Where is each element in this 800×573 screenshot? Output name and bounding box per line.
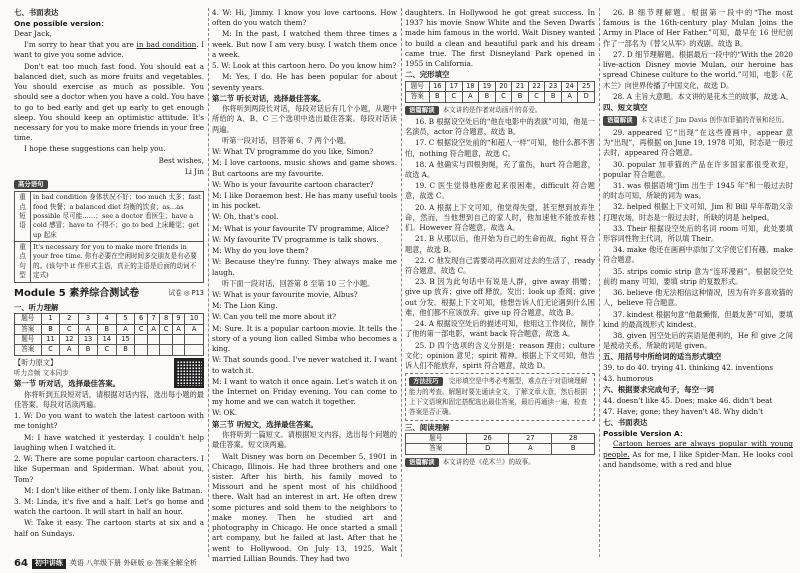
table-cell: 19	[479, 81, 496, 91]
text-line: W: OK.	[212, 408, 238, 418]
text-line: 25. D 四个选项的含义分别是：reason 理由；culture 文化；opinion 意见；spirit 精神。根据上下文可知，他告诉人们不能放弃，spirit 符合题意，故选 D。	[405, 340, 595, 370]
table-cell: C	[446, 92, 463, 102]
table-cell: 题号	[406, 81, 430, 91]
answer-table	[405, 433, 595, 455]
table-cell: B	[97, 324, 116, 334]
table-cell: B	[512, 92, 529, 102]
phrase-text: in bad condition 身体状况不好；too much 太多；fast food 快餐；a balanced diet 均衡的饮食；as…as possible 尽可能……；see a doctor 看医生；have a cold 感冒；have to 不得不；go to bed 上床睡觉；get up 起床	[31, 192, 204, 242]
essay-paragraph: Cartoon heroes are always popular with young people. As for me, I like Spider-Man. He looks cool and handsome, with a red and blue	[603, 439, 793, 469]
part-heading: 第一节 听对话，选择最佳答案。	[14, 379, 121, 389]
dialogue-line: W: Take it easy. The cartoon starts at six and a half on Sundays.	[14, 518, 204, 538]
text-line: W: Who is your favourite cartoon character?	[212, 179, 374, 189]
table-cell: 14	[97, 334, 116, 344]
text-line: 19. C 医生觉得他痊愈起来很困难，difficult 符合题意，故选 C。	[405, 181, 595, 201]
table-cell: 20	[495, 81, 512, 91]
section-heading: 四、短文填空	[603, 102, 648, 112]
section-heading: 七、书面表达	[14, 8, 59, 17]
table-cell: 题号	[15, 334, 42, 344]
answer-table	[14, 313, 204, 355]
table-cell: B	[545, 92, 562, 102]
explanation-list	[603, 8, 793, 102]
table-cell: B	[116, 345, 135, 355]
text-line: 16. B 根据设空处后的“他在电影中的表演”可知，他是一名演员，actor 符合题意，故选 B。	[405, 116, 595, 137]
text-line: 20. A 根据上下文可知，他觉得失望，甚至想到放弃生命，然而，当他想到自己的家人时，他加速他不能放弃他们。However 符合题意，故选 A。	[405, 202, 595, 233]
table-cell: 5	[116, 314, 135, 324]
table-row	[406, 92, 595, 102]
text-line: W: What TV programme do you like, Simon?	[212, 147, 374, 157]
table-cell: D	[578, 92, 595, 102]
page-footer	[14, 557, 197, 571]
greeting: Dear Jack,	[14, 29, 52, 39]
table-cell: 11	[41, 334, 60, 344]
table-cell: 22	[528, 81, 545, 91]
text-line: M: Why do you love them?	[212, 246, 309, 256]
table-cell: 28	[552, 434, 595, 444]
column-divider	[208, 8, 209, 557]
table-row	[15, 242, 204, 282]
text-line: 24. A 根据设空处后的描述可知，他用这工作岗位，制作了他的第一部电影，want back 符合题意，故选 A。	[405, 319, 595, 339]
instruction: 你将听到一篇短文。请根据短文内容，选出每个问题的最佳答案。短文读两遍。	[212, 430, 397, 450]
brand-label: 初中讲练	[32, 559, 66, 569]
instruction: 你将听到两段长对话，每段对话后有几个小题，从题中所给的 A、B、C 三个选项中选出最佳答案。每段对话读两遍。	[212, 104, 397, 134]
dialogue-block	[212, 290, 397, 419]
section-heading: 七、书面表达	[603, 418, 648, 428]
passage-text: Walt Disney was born on December 5, 1901 in Chicago, Illinois. He had three brothers and one sister. After his birth, his family moved to Missouri and he spent most of his childhood there. Walt had an interest in art. He often drew some pictures and sold them to the neighbors to make money. Then he studied art and photography in Chicago. He once started a small art company, but he failed at last. After that he went to Hollywood. On July 13, 1925, Walt married Lillian Bounds. They had two	[212, 451, 397, 563]
instruction: 听第一段对话，回答第 6、7 两个小题。	[222, 135, 351, 145]
table-cell: C	[135, 324, 148, 334]
tip-tag: 方法技巧	[409, 377, 443, 386]
text-line: 30. popular 加菲猫的产品在许多国家都很受欢迎，popular 符合题意。	[603, 159, 793, 179]
table-row	[406, 81, 595, 91]
section-heading: 二、完形填空	[405, 70, 450, 80]
table-row	[406, 434, 595, 444]
table-cell	[160, 345, 173, 355]
text-line: 31. was 根据语境“Jim 出生于 1945 年”和一般过去时的时态可知，所缺的词为 was。	[603, 180, 793, 201]
dialogue-line: 2. W: There are some popular cartoon characters. I like Superman and Spiderman. What about you, Tom?	[14, 454, 204, 484]
dialogue-line: 5. W: Look at this cartoon hero. Do you know him?	[212, 61, 397, 71]
section-heading: 五、用括号中所给词的适当形式填空	[603, 352, 722, 362]
table-cell: 24	[561, 81, 578, 91]
table-cell: 25	[578, 81, 595, 91]
table-cell: 9	[172, 314, 184, 324]
text-line: 17. C 根据设空处前的“和超人一样”可知，他什么都不害怕，nothing 符合题意，故选 C。	[405, 138, 595, 158]
table-cell: C	[495, 92, 512, 102]
text-line: 32. helped 根据上下文可知，Jim 和 Bill 早年帮助父亲打理农场，时态是一般过去时，所缺的词是 helped。	[603, 202, 793, 222]
table-cell	[185, 345, 204, 355]
text-line: W: My favourite TV programme is talk shows.	[212, 234, 379, 244]
text-line: 18. A 他确实与四根狗绳，充了童伤，hurt 符合题意，故选 A。	[405, 159, 595, 179]
dialogue-line: M: In the past, I watched them three times a week. But now I am very busy. I watch them once a week.	[212, 29, 397, 59]
answer-line: 43. humorous	[603, 374, 654, 384]
column-divider	[401, 8, 402, 557]
tip-tag: 语篇解读	[405, 458, 439, 467]
dialogue-block	[212, 147, 397, 278]
tip-text: 本文讲的是《花木兰》的故事。	[442, 457, 535, 466]
table-cell: 3	[79, 314, 98, 324]
method-tip-box	[405, 373, 595, 420]
text-line: W: What is your favourite movie, Albus?	[212, 289, 358, 299]
listening-title: 【听力原文】	[14, 357, 58, 367]
table-cell: 17	[446, 81, 463, 91]
table-cell	[185, 334, 204, 344]
essay-paragraph: I'm sorry to hear that you are in bad condition. I want to give you some advice.	[14, 40, 204, 60]
table-cell: A	[60, 345, 79, 355]
text-line: M: I love cartoons, music shows and game shows. But cartoons are my favourite.	[212, 158, 397, 178]
dialogue-line: M: Yes, I do. He has been popular for about seventy years.	[212, 72, 397, 92]
table-cell: 27	[509, 434, 552, 444]
column-4	[603, 8, 793, 557]
table-cell: 1	[41, 314, 60, 324]
table-cell: 15	[116, 334, 135, 344]
text-line: 29. appeared 它“出现”在这些漫画中，appear 意为“出现”，再根据 on June 19, 1978 可知，时态是一般过去时，appeared 符合题意。	[603, 127, 793, 158]
table-cell: A	[462, 92, 479, 102]
table-cell: 12	[60, 334, 79, 344]
answer-line: 39. to do 40. trying 41. thinking 42. inventions	[603, 362, 774, 372]
section-heading: 三、阅读理解	[405, 422, 450, 432]
table-cell: 7	[147, 314, 159, 324]
table-cell: 题号	[15, 314, 42, 324]
column-divider	[599, 8, 600, 557]
dialogue-line: 4. W: Hi, Jimmy. I know you love cartoons. How often do you watch them?	[212, 8, 397, 28]
text-line: 38. given 因空处后的宾语是便利的，He 和 give 之间是被动关系，所缺的词是 given。	[603, 331, 793, 351]
table-cell: 23	[545, 81, 562, 91]
text-line: W: Oh, that's cool.	[212, 212, 279, 222]
phrase-table	[14, 191, 204, 282]
text-line: W: Because they're funny. They always make me laugh.	[212, 257, 397, 277]
table-cell: A	[561, 92, 578, 102]
module-title: Module 5 素养综合测试卷 试卷 ◎ P13	[14, 287, 204, 299]
answer-table	[405, 81, 595, 103]
version-label: One possible version：	[14, 18, 109, 28]
table-cell: 18	[462, 81, 479, 91]
tip-tag: 语篇解读	[405, 106, 439, 115]
table-row	[15, 334, 204, 344]
table-cell: C	[160, 324, 173, 334]
answer-line: 47. Have; gone; they haven't 48. Why didn't	[603, 407, 763, 417]
table-cell: 题号	[406, 434, 467, 444]
table-cell: 16	[429, 81, 446, 91]
table-cell: D	[466, 444, 509, 454]
column-3	[405, 8, 595, 557]
table-row	[406, 444, 595, 454]
table-cell: A	[185, 324, 204, 334]
table-cell: C	[97, 345, 116, 355]
text-line: M: I want to watch it once again. Let's watch it on the Internet on Friday evening. You can come to my home and we can watch it together.	[212, 376, 397, 407]
table-cell: 13	[79, 334, 98, 344]
tip-text: 本文讲的是作者对动画片的喜爱。	[442, 105, 542, 114]
table-cell: 21	[512, 81, 529, 91]
table-row	[15, 314, 204, 324]
phrase-text: It's necessary for you to make more friends in your free time. 你有必要在空闲时间多交朋友是有必要的。(该句中 it 作形式主语，真正的主语是后面的动词不定式)	[31, 242, 204, 282]
table-cell: C	[60, 324, 79, 334]
tip-text: 本文讲述了 Jim Davis 创作加菲猫的背景和经历。	[640, 116, 789, 125]
table-cell: A	[172, 324, 184, 334]
instruction: 你将听到五段短对话，请根据对话内容，选出每小题的最佳答案。每段对话读两遍。	[14, 389, 204, 409]
closing: Best wishes,	[158, 155, 204, 165]
column-2	[212, 8, 397, 563]
table-cell: A	[509, 444, 552, 454]
column-1	[14, 8, 204, 557]
table-cell: 10	[185, 314, 204, 324]
text-line: 35. strips comic strip 意为“连环漫画”，根据设空处前的 many 可知，要填 strip 的复数形式。	[603, 266, 793, 286]
table-cell	[172, 334, 184, 344]
text-line: 36. believe 他无法相信这种情况，因为有许多喜欢猫的人，believe 符合题意。	[603, 288, 793, 308]
text-line: M: What is your favourite TV programme, Alice?	[212, 223, 390, 233]
explanation-list	[603, 128, 793, 352]
table-cell	[172, 345, 184, 355]
text-line: W: Can you tell me more about it?	[212, 312, 337, 322]
table-cell	[160, 334, 173, 344]
dialogue-line: 3. M: Linda, it's five and a half. Let's go home and watch the cartoon. It will start in half an hour.	[14, 496, 204, 517]
section-heading: 一、听力理解	[14, 302, 59, 312]
table-cell: 8	[160, 314, 173, 324]
table-cell: A	[116, 324, 135, 334]
table-cell: 答案	[406, 92, 430, 102]
text-line: 22. C 他发现自己需要动再次面对过去的生活了，ready 符合题意，故选 C。	[405, 255, 595, 275]
part-heading: 第三节 听短文，选择最佳答案。	[212, 419, 319, 429]
text-line: 26. B 细节理解题。根据第一段中的“The most famous is the 16th-century play Mulan Joins the Army in Place of Her Father.”可知，最早在 16 世纪创作了一部名为《替父从军》的戏剧。故选 B。	[603, 8, 793, 48]
text-line: 21. B 从那以后，他开始为自己的生命而战，fight 符合题意，故选 B。	[405, 234, 595, 254]
text-line: M: The Lion King.	[212, 301, 278, 311]
table-cell: B	[41, 324, 60, 334]
text-line: M: Sure. It is a popular cartoon movie. It tells the story of a young lion called Simba who becomes a king.	[212, 323, 397, 354]
table-cell: B	[79, 345, 98, 355]
essay-paragraph: I hope these suggestions can help you.	[24, 144, 166, 154]
passage-text: daughters. In Hollywood he got great success. In 1937 his movie Snow White and the Seven Dwarfs made him famous in the world. Walt Disney wanted to build a clean and beautiful park and his dream came true. The first Disneyland Park opened in 1955 in California.	[405, 8, 595, 69]
text-line: W: That sounds good. I've never watched it. I want to watch it.	[212, 355, 397, 375]
table-cell: 答案	[406, 444, 467, 454]
text-line: 37. kindest 根据句意“他最懒惰，但最友善”可知，要填 kind 的最高级形式 kindest。	[603, 309, 793, 329]
essay-paragraph: Don't eat too much fast food. You should eat a balanced diet, such as more fruits and vegetables. You should exercise as much as possible. You should see a doctor when you have a cold. You have to go to bed early and get up early to get enough sleep. You should keep an optimistic attitude. It's necessary for you to make more friends in your free time.	[14, 61, 204, 143]
phrase-label: 重点句型	[15, 242, 31, 282]
section-heading: 六、根据要求完成句子，每空一词	[603, 385, 714, 395]
table-cell: B	[479, 92, 496, 102]
table-cell: A	[79, 324, 98, 334]
text-line: 23. B 因为此句话中有说是人群，give away 捐赠；give up 放弃；give off 释放，发出；look up 查阅；give out 分发。根据上下文可知，他想告诉人们无论遇到什么困难，他们都不应该放弃。give up 符合题意，故选 B。	[405, 277, 595, 317]
tip-tag: 高分语句	[14, 180, 48, 189]
table-cell	[135, 334, 148, 344]
dialogue-line: M: I have watched it yesterday. I couldn't help laughing when I watched it.	[14, 432, 204, 452]
signature-name: Li Jin	[184, 166, 204, 176]
table-row	[15, 192, 204, 242]
module-page-ref: 试卷 ◎ P13	[168, 288, 204, 297]
part-heading: 第二节 听长对话，选择最佳答案。	[212, 93, 326, 103]
table-cell: C	[528, 92, 545, 102]
text-line: M: I like Doraemon best. He has many useful tools in his pocket.	[212, 191, 397, 211]
text-line: 34. make 他还在画画中添加了文字使它们有趣，make 符合题意。	[603, 245, 793, 265]
table-cell: 6	[135, 314, 148, 324]
qr-code-icon[interactable]	[174, 358, 204, 388]
table-cell	[147, 345, 159, 355]
table-cell: A	[147, 324, 159, 334]
table-cell	[135, 345, 148, 355]
table-cell: 26	[466, 434, 509, 444]
qr-label: 听力音频 文本同步	[14, 368, 69, 377]
answer-line: 44. doesn't like 45. Does; make 46. didn't beat	[603, 395, 773, 405]
instruction: 听下面一段对话，回答第 8 至第 10 三个小题。	[222, 278, 375, 288]
table-cell: 2	[60, 314, 79, 324]
page-number: 64	[14, 557, 28, 569]
tip-tag: 语篇解读	[603, 116, 637, 125]
footer-text: 英语 八年级下册 外研版 ◎ 答案全解全析	[69, 558, 197, 567]
table-cell: B	[429, 92, 446, 102]
text-line: 27. D 细节理解题。根据最后一段中的“With the 2020 live-action Disney movie Mulan, our heroine has spread Chinese culture to the world.”可知，电影《花木兰》向世界传播了中国文化，故选 D。	[603, 49, 793, 90]
tip-text: 完形填空是中考必考题型，难点在于对语境理解能力的考查。解题时要先通读全文，了解文章大意，然后根据上下文语境和固定搭配选出最佳答案，最后再通读一遍，检查答案是否正确。	[409, 377, 588, 417]
explanation-list	[405, 117, 595, 371]
text-line: 28. A 主旨大意题。本文讲的是花木兰的故事，故选 A。	[613, 91, 793, 101]
table-row	[15, 345, 204, 355]
table-cell: 4	[97, 314, 116, 324]
table-cell: B	[552, 444, 595, 454]
table-row	[15, 324, 204, 334]
dialogue-line: M: I don't like either of them. I only like Batman.	[24, 485, 203, 495]
table-cell: 答案	[15, 324, 42, 334]
phrase-label: 重点短语	[15, 192, 31, 242]
text-line: 33. Their 根据设空处后的名词 room 可知，此处要填形容词性物主代词，所以填 Their。	[603, 223, 793, 244]
version-label: Possible Version A：	[603, 428, 688, 438]
table-cell: C	[41, 345, 60, 355]
table-cell: 答案	[15, 345, 42, 355]
dialogue-line: 1. W: Do you want to watch the latest cartoon with me tonight?	[14, 411, 204, 431]
table-cell	[147, 334, 159, 344]
